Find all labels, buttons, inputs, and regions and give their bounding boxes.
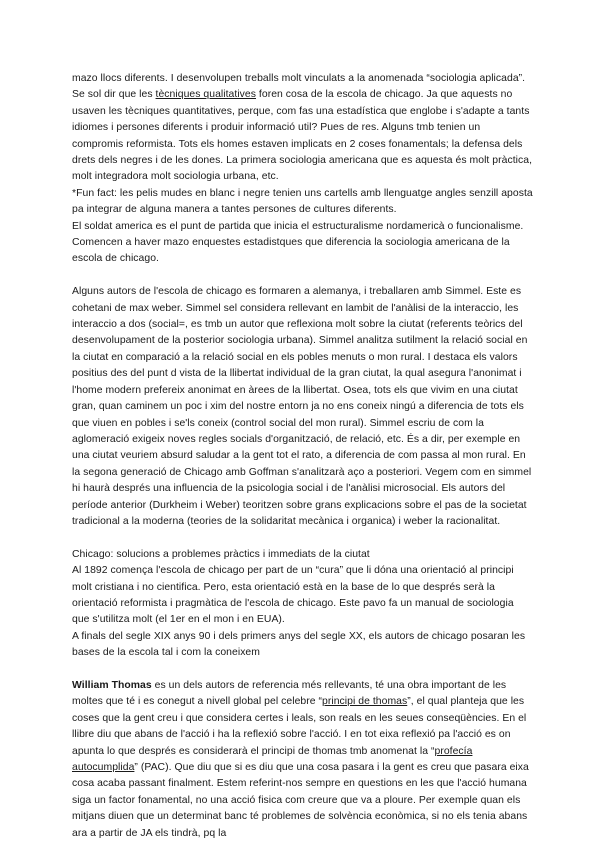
paragraph-finals-segle-xix: A finals del segle XIX anys 90 i dels primers anys del segle XX, els autors de chicago posaran les bases de la escola tal i com la coneixem [72, 630, 526, 659]
text-segment: mazo llocs diferents. I desenvolupen treballs molt vinculats a la anomenada “sociologia aplicada”. Se sol dir que les [72, 73, 526, 101]
paragraph-fun-fact: *Fun fact: les pelis mudes en blanc i negre tenien uns cartells amb llenguatge angles senzill aposta pa integrar de alguna manera a tantes persones de cultures diferents. [72, 187, 533, 216]
underlined-term-tecniques-qualitatives: tècniques qualitatives [155, 89, 256, 101]
underlined-term-principi-de-thomas: principi de thomas [322, 696, 408, 708]
spacer [72, 268, 534, 284]
spacer [72, 662, 534, 678]
paragraph-1892: Al 1892 comença l'escola de chicago per part de un “cura” que li dóna una orientació al principi molt cristiana i no cientifica. Pero, esta orientació està en la base de lo que després serà la orientació reformista i pragmàtica de l'escola de chicago. Este pavo fa un manual de sociologia que s'utilitza molt (el 1er en el mon i en EUA). [72, 565, 514, 626]
text-segment: ” (PAC). Que diu que si es diu que una cosa pasara i la gent es creu que pasara eixa cosa acaba passant finalment. Estem referint-nos sempre en questions en les que l'acció humana siga un factor fonamental, no una acció fisica com creure que va a ploure. Per exemple quan els mitjans diuen que un determinat banc té problemes de solvència econòmica, si no els tenia abans ara a partir de JA els tindrà, pq la [72, 762, 529, 839]
text-segment: ”, el qual planteja que les coses que la gent creu i que considera certes i leals, son reals en les seues conseqüències. En el llibre diu que abans de l'acció i ha la reflexió sobre l'acció. I en tot eixa reflexió pa l'acció es on apunta lo que després es considerarà el principi de thomas tmb anomenat la “ [72, 696, 527, 757]
paragraph-soldat-america: El soldat america es el punt de partida que inicia el estructuralisme nordamericà o funcionalisme. Comencen a haver mazo enquestes estadistques que diferencia la sociologia americana de la escola de chicago. [72, 220, 524, 265]
paragraph-simmel: Alguns autors de l'escola de chicago es formaren a alemanya, i treballaren amb Simmel. Este es cohetani de max weber. Simmel sel considera rellevant en lambit de l'anàlisi de la interaccio, les interaccio a dos (social=, es tmb un autor que reflexiona molt sobre la ciutat (referents teòrics del desenvolupament de la posterior sociologia urbana). Simmel analitza sutilment la relació social en la ciutat en comparació a la relació social en els pobles menuts o mon rural. I destaca els valors positius des del punt d vista de la llibertat individual de la gran ciutat, la qual asegura l'anonimat i l'home modern prefereix anonimat en àrees de la llibertat. Osea, tots els que vivim en una ciutat gran, quan caminem un poc i xim del nostre entorn ja no ens coneix ningú a diferencia de tots els que viuen en pobles i se'ls coneix (control social del mon rural). Simmel escriu de com la aglomeració exigeix noves regles socials d'organització, de relació, etc. És a dir, per exemple en una ciutat veuriem absurd saludar a la gent tot el rato, a diferencia de com passa al mon rural. En la segona generació de Chicago amb Goffman s'analitzarà aço a posteriori. Vegem com en simmel hi haurà després una influencia de la psicologia social i de l'anàlisi microsocial. Els autors del període anterior (Durkheim i Weber) teoritzen sobre grans explicacions sobre el pas de la societat tradicional a la moderna (teories de la solidaritat mecànica i organica) i weber la racionalitat. [72, 286, 532, 527]
text-segment: foren cosa de la escola de chicago. Ja que aquests no usaven les tècniques quantitatives, perque, com fas una estadística que englobe i s'adapte a tants idiomes i persones diferents i produir informació util? Pues de res. Alguns tmb tenien un compromis reformista. Tots els homes estaven implicats en 2 coses fonamentals; la defensa dels drets dels negres i de les dones. La primera sociologia americana que es aquesta és molt pràctica, molt integradora molt sociologia urbana, etc. [72, 89, 533, 183]
spacer [72, 530, 534, 546]
underlined-term-profecia-autocumplida: profecía autocumplida [72, 745, 473, 774]
author-name-william-thomas: William Thomas [72, 679, 152, 691]
paragraph-william-thomas [72, 678, 534, 842]
section-heading-chicago: Chicago: solucions a problemes pràctics i immediats de la ciutat [72, 548, 370, 560]
text-segment: es un dels autors de referencia més rellevants, té una obra important de les moltes que té i es conegut a nivell global pel celebre “ [72, 679, 507, 708]
paragraph-sociologia-aplicada [72, 71, 534, 186]
